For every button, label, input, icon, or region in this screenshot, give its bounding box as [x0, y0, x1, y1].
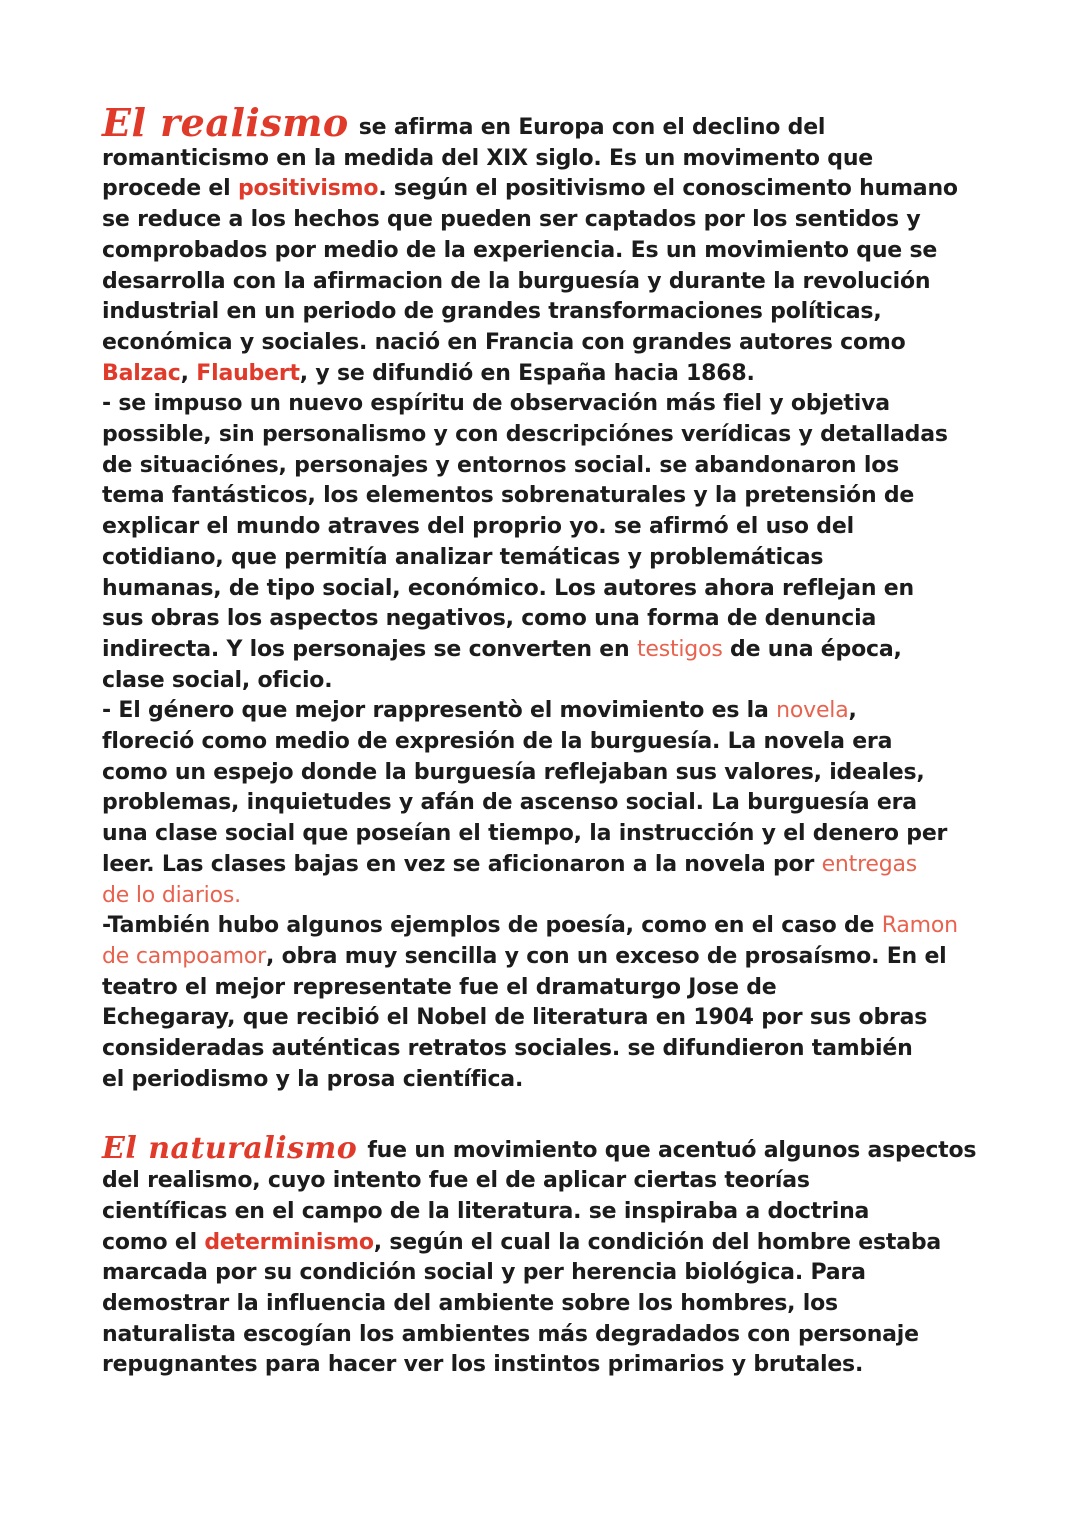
text-fragment: . según el positivismo el conoscimento humano	[378, 176, 958, 202]
highlight-determinismo: determinismo	[204, 1229, 374, 1255]
section-title-realismo: El realismo	[102, 100, 349, 145]
text-fragment: indirecta. Y los personajes se converten en	[102, 636, 637, 662]
text-line: demostrar la influencia del ambiente sobre los hombres, los	[102, 1291, 838, 1317]
text-line: industrial en un periodo de grandes transformaciones políticas,	[102, 299, 882, 325]
text-line	[102, 100, 982, 145]
text-fragment: ,	[848, 698, 857, 724]
text-fragment: , obra muy sencilla y con un exceso de prosaísmo. En el	[265, 943, 947, 969]
text-line: el periodismo y la prosa científica.	[102, 1066, 524, 1092]
text-line: marcada por su condición social y per herencia biológica. Para	[102, 1260, 866, 1286]
text-line	[102, 696, 982, 727]
text-line	[102, 174, 982, 205]
text-line: floreció como medio de expresión de la burguesía. La novela era	[102, 729, 893, 755]
text-line: problemas, inquietudes y afán de ascenso social. La burguesía era	[102, 790, 917, 816]
highlight-diarios: de lo diarios.	[102, 882, 241, 908]
text-line: como un espejo donde la burguesía reflejaban sus valores, ideales,	[102, 759, 925, 785]
document-page	[102, 100, 982, 1381]
text-fragment: -También hubo algunos ejemplos de poesía, como en el caso de	[102, 913, 882, 939]
text-line: científicas en el campo de la literatura. se inspiraba a doctrina	[102, 1198, 870, 1224]
text-line: económica y sociales. nació en Francia con grandes autores como	[102, 329, 906, 355]
text-line: consideradas auténticas retratos sociales. se difundieron también	[102, 1036, 913, 1062]
highlight-balzac: Balzac	[102, 360, 181, 386]
highlight-novela: novela	[776, 698, 849, 724]
text-fragment: se afirma en Europa con el declino del	[358, 115, 826, 140]
text-line: - se impuso un nuevo espíritu de observación más fiel y objetiva	[102, 391, 890, 417]
text-fragment: leer. Las clases bajas en vez se aficionaron a la novela por	[102, 851, 822, 877]
text-line: repugnantes para hacer ver los instintos primarios y brutales.	[102, 1352, 864, 1378]
text-line	[102, 1130, 982, 1167]
text-line: possible, sin personalismo y con descripciónes verídicas y detalladas	[102, 422, 948, 448]
highlight-entregas: entregas	[821, 851, 918, 877]
text-line	[102, 359, 982, 390]
text-fragment: como el	[102, 1229, 205, 1255]
text-line: tema fantásticos, los elementos sobrenaturales y la pretensión de	[102, 483, 915, 509]
text-line: explicar el mundo atraves del proprio yo. se afirmó el uso del	[102, 514, 854, 540]
text-fragment: de una época,	[722, 636, 902, 662]
text-line	[102, 635, 982, 666]
text-line: teatro el mejor representate fue el dramaturgo Jose de	[102, 974, 777, 1000]
text-line: una clase social que poseían el tiempo, la instrucción y el denero per	[102, 821, 948, 847]
section-realismo	[102, 100, 982, 1096]
highlight-campoamor: de campoamor	[102, 943, 266, 969]
text-fragment: fue un movimiento que acentuó algunos aspectos	[367, 1137, 977, 1163]
text-line	[102, 1228, 982, 1259]
text-line: de situaciónes, personajes y entornos social. se abandonaron los	[102, 452, 899, 478]
text-line: desarrolla con la afirmacion de la burguesía y durante la revolución	[102, 268, 931, 294]
text-line: cotidiano, que permitía analizar temáticas y problemáticas	[102, 544, 824, 570]
highlight-positivismo: positivismo	[237, 176, 379, 202]
text-line: romanticismo en la medida del XIX siglo. Es un movimento que	[102, 145, 874, 171]
text-fragment: ,	[180, 360, 197, 386]
text-line: comprobados por medio de la experiencia. Es un movimiento que se	[102, 237, 938, 263]
text-line: Echegaray, que recibió el Nobel de literatura en 1904 por sus obras	[102, 1005, 928, 1031]
section-naturalismo	[102, 1130, 982, 1382]
text-line: clase social, oficio.	[102, 667, 333, 693]
text-line: sus obras los aspectos negativos, como una forma de denuncia	[102, 606, 877, 632]
highlight-ramon: Ramon	[881, 913, 958, 939]
section-title-naturalismo: El naturalismo	[102, 1130, 358, 1166]
text-fragment: , según el cual la condición del hombre estaba	[373, 1229, 942, 1255]
text-fragment: , y se difundió en España hacia 1868.	[299, 360, 755, 386]
text-fragment: procede el	[102, 176, 238, 202]
highlight-testigos: testigos	[636, 636, 723, 662]
highlight-flaubert: Flaubert	[196, 360, 300, 386]
text-fragment: - El género que mejor rappresentò el movimiento es la	[102, 698, 777, 724]
text-line: se reduce a los hechos que pueden ser captados por los sentidos y	[102, 207, 921, 233]
text-line	[102, 850, 982, 881]
text-line: naturalista escogían los ambientes más degradados con personaje	[102, 1321, 919, 1347]
text-line	[102, 942, 982, 973]
text-line: humanas, de tipo social, económico. Los autores ahora reflejan en	[102, 575, 914, 601]
text-line: del realismo, cuyo intento fue el de aplicar ciertas teorías	[102, 1168, 810, 1194]
text-line	[102, 911, 982, 942]
